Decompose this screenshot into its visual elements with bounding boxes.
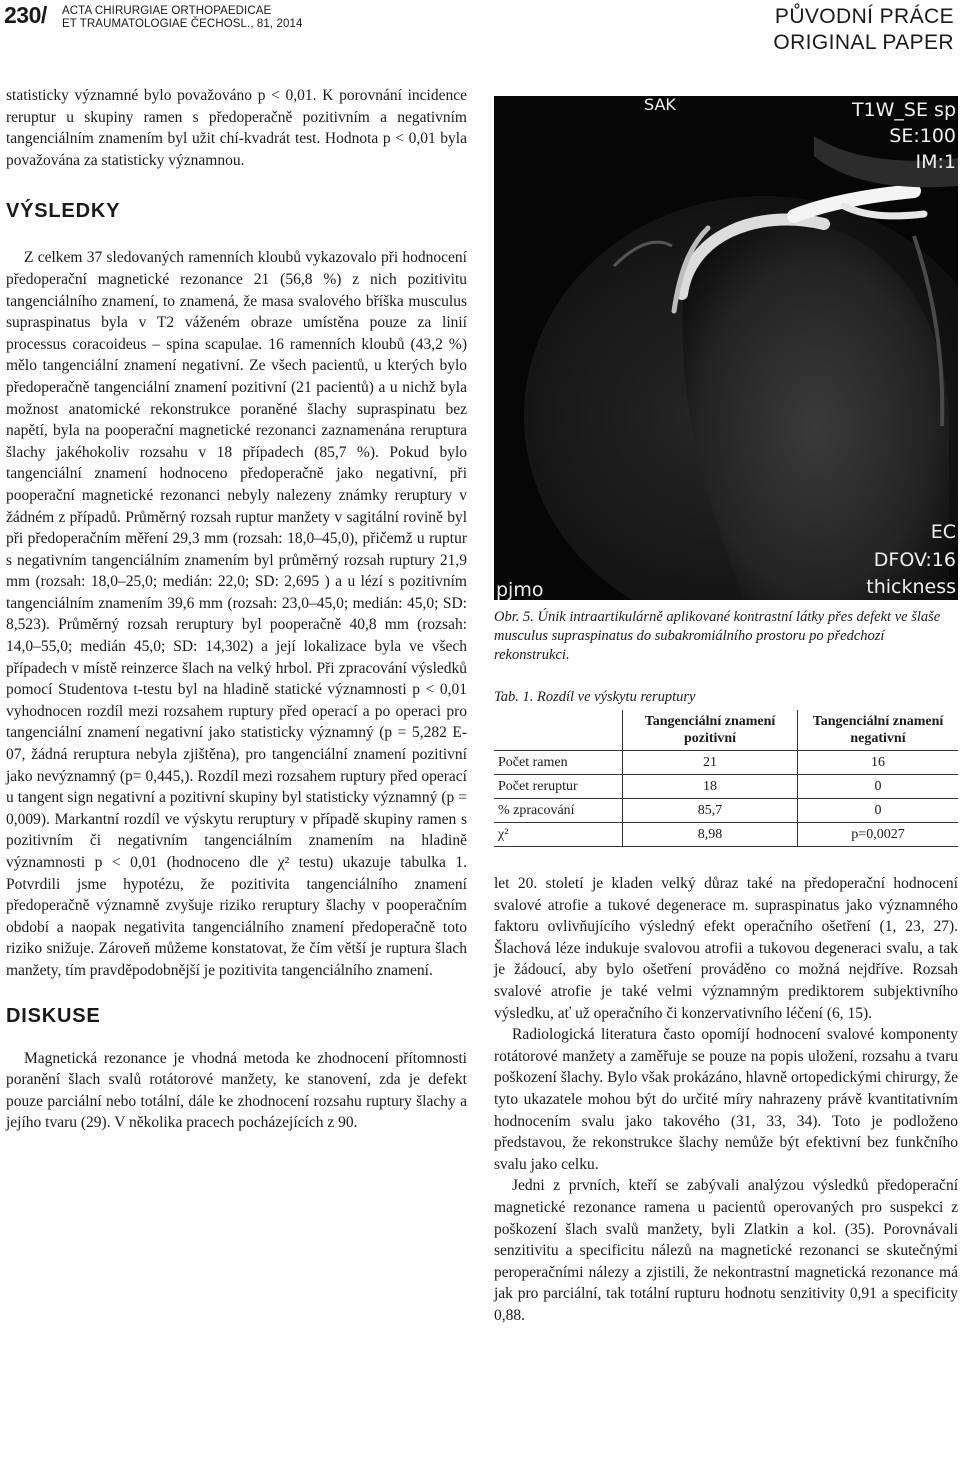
table-cell-positive: 8,98 xyxy=(623,823,798,847)
table-header-negative: Tangenciální znamení negativní xyxy=(798,710,959,751)
table-header-positive: Tangenciální znamení pozitivní xyxy=(623,710,798,751)
table-cell-positive: 85,7 xyxy=(623,799,798,823)
results-table xyxy=(494,710,958,847)
mri-overlay-thickness: thickness xyxy=(866,576,956,598)
mri-overlay-im: IM:1 xyxy=(915,151,956,173)
table-row xyxy=(494,751,958,775)
table-row xyxy=(494,823,958,847)
table-row-label: χ² xyxy=(494,823,623,847)
methods-tail-paragraph: statisticky významné bylo považováno p < 0,01. K porovnání incidence reruptur u skupiny ramen s předoperačně pozitivním a negativním tangenciálním znamením byl užit chí-kvadrát test. Hodnota p < 0,01 byla považována za statisticky významnou. xyxy=(6,87,467,169)
article-type-english: ORIGINAL PAPER xyxy=(773,31,954,54)
table-row-label: Počet ramen xyxy=(494,751,623,775)
table-cell-negative: 16 xyxy=(798,751,959,775)
table-row-label: % zpracování xyxy=(494,799,623,823)
mri-overlay-sequence: T1W_SE sp xyxy=(851,99,956,121)
article-type xyxy=(773,4,954,56)
mri-overlay-se: SE:100 xyxy=(889,125,956,147)
discussion-paragraph-continued: let 20. století je kladen velký důraz také na předoperační hodnocení svalové atrofie a tukové degenerace m. supraspinatus jako významného faktoru ovlivňujícího výsledný efekt operačního ošetření (1, 23, 27). Šlachová léze indukuje svalovou atrofii a tukovou degeneraci svalu, a tak je žádoucí, aby bylo ošetření prováděno co možná nejdříve. Rozsah svalové atrofie je také velmi významným prediktorem subjektivního výsledku, ať už operačního či konzervativního léčení (6, 15). xyxy=(494,875,958,1022)
left-column xyxy=(6,85,467,1134)
results-heading: VÝSLEDKY xyxy=(6,200,121,223)
table-row-label: Počet reruptur xyxy=(494,775,623,799)
mri-overlay-ec: EC xyxy=(930,521,956,543)
table-cell-negative: 0 xyxy=(798,799,959,823)
journal-name xyxy=(62,5,303,31)
discussion-paragraph: Magnetická rezonance je vhodná metoda ke zhodnocení přítomnosti poranění šlach svalů rotátorové manžety, ke stanovení, zda je defekt pouze parciální nebo totální, dále ke zhodnocení rozsahu ruptury šlachy a jejího tvaru (29). V několika pracech pocházejících z 90. xyxy=(6,1049,467,1132)
table-cell-negative: 0 xyxy=(798,775,959,799)
table-row xyxy=(494,799,958,823)
mri-image xyxy=(494,96,958,600)
page-number: 230/ xyxy=(4,2,47,28)
article-type-czech: PŮVODNÍ PRÁCE xyxy=(774,5,954,28)
figure-caption: Obr. 5. Únik intraartikulárně aplikované kontrastní látky přes defekt ve šlaše musculus supraspinatus do subakromiálního prostoru po předchozí rekonstrukci. xyxy=(494,609,941,663)
table-cell-positive: 21 xyxy=(623,751,798,775)
mri-overlay-institution: pjmo xyxy=(496,579,544,600)
table-cell-positive: 18 xyxy=(623,775,798,799)
mri-figure xyxy=(494,96,958,600)
table-cell-negative: p=0,0027 xyxy=(798,823,959,847)
table-row xyxy=(494,775,958,799)
right-column xyxy=(494,873,958,1326)
discussion-paragraph: Jedni z prvních, kteří se zabývali analýzou výsledků předoperační magnetické rezonance ramena u pacientů operovaných pro suspekci z poškození šlach svalů manžety, byli Zlatkin a kol. (35). Porovnávali senzitivitu a specificitu nálezů na magnetické rezonanci se skutečnými peroperačními nálezy a zjistili, že nekontrastní magnetická rezonance má jak pro parciální, tak totální rupturu hodnotu senzitivity 0,91 a specificity 0,88. xyxy=(494,1177,958,1324)
journal-name-line-1: ACTA CHIRURGIAE ORTHOPAEDICAE xyxy=(62,5,272,17)
results-paragraph: Z celkem 37 sledovaných ramenních kloubů vykazovalo při hodnocení předoperační magnetické rezonance 21 (56,8 %) z nich pozitivitu tangenciálního znamení, to znamená, že masa svalového bříška musculus supraspinatus byla v T2 váženém obraze umístěna pouze za linií processus coracoideus – spina scapulae. 16 ramenních kloubů (43,2 %) mělo tangenciální znamení negativní. Ze všech pacientů, u kterých bylo předoperačně tangenciální znamení pozitivní (21 pacientů) a u nichž byla možnost anatomické rekonstrukce poraněné šlachy supraspinatu bez napětí, byla na pooperační magnetické rezonanci zaznamenána reruptura šlachy jakéhokoliv rozsahu v 18 případech (85,7 %). Pokud bylo tangenciální znamení hodnoceno předoperačně jako negativní, při pooperační magnetické rezonanci nebyly nalezeny známky reruptury v žádném z případů. Průměrný rozsah ruptur manžety v sagitální rovině byl při předoperačním měření 29,3 mm (rozsah: 18,0–45,0), přičemž u ruptur s negativním tangenciálním znamením byl průměrný rozsah ruptury 21,9 mm (rozsah: 18,0–25,0; medián: 22,0; SD: 2,695 ) a u lézí s pozitivním tangenciálním znamením 39,6 mm (rozsah: 23,0–45,0; medián: 45,0; SD: 8,523). Průměrný rozsah reruptury byl pooperačně 40,8 mm (rozsah: 14,0–55,0; medián 45,0; SD: 14,302) a její lokalizace byla ve všech případech v místě reinzerce šlach na velký hrbol. Při zpracování výsledků pomocí Studentova t-testu byl na hladině statické významnosti p < 0,01 vyhodnocen rozdíl mezi rozsahem ruptury před operací a po operaci pro tangenciální znamení negativní jako statisticky významný (p = 5,282 E-07, žádná reruptura nebyla zjištěna), pro tangenciální znamení pozitivní jako nevýznamný (p= 0,445,). Rozdíl mezi rozsahem ruptury před operací u tangent sign negativní a pozitivní skupiny byl statisticky významný (p = 0,009). Markantní rozdíl ve výskytu reruptury v případě skupiny ramen s pozitivním či negativním tangenciálním znamením na hladině významnosti p < 0,01 (hodnoceno dle χ² testu) ukazuje tabulka 1. Potvrdili jsme hypotézu, že pozitivita tangenciálního znamení předoperačně významně zvyšuje riziko reruptury šlachy v pooperačním období a naopak negativita tangenciálního znamení předoperačně toto riziko snižuje. Zároveň můžeme konstatovat, že čím větší je ruptura šlach manžety, tím pravděpodobnější je pozitivita tangenciálního znamení. xyxy=(6,249,467,979)
table-caption: Tab. 1. Rozdíl ve výskytu reruptury xyxy=(494,689,696,705)
mri-overlay-series: SAK xyxy=(644,96,676,114)
discussion-heading: DISKUSE xyxy=(6,1004,101,1027)
mri-overlay-dfov: DFOV:16 xyxy=(873,549,956,571)
journal-name-line-2: ET TRAUMATOLOGIAE ČECHOSL., 81, 2014 xyxy=(62,18,303,30)
discussion-paragraph: Radiologická literatura často opomíjí hodnocení svalové komponenty rotátorové manžety a zaměřuje se pouze na popis uložení, rozsahu a tvaru poškození šlachy. Bylo však prokázáno, hlavně ortopedickými chirurgy, že tyto ukazatele mohou být do určité míry nahrazeny právě kvantitativním hodnocením svalu jako takového (31, 33, 34). Toto je podloženo představou, že rekonstrukce šlachy nemůže být efektivní bez funkčního svalu jako celku. xyxy=(494,1026,958,1173)
